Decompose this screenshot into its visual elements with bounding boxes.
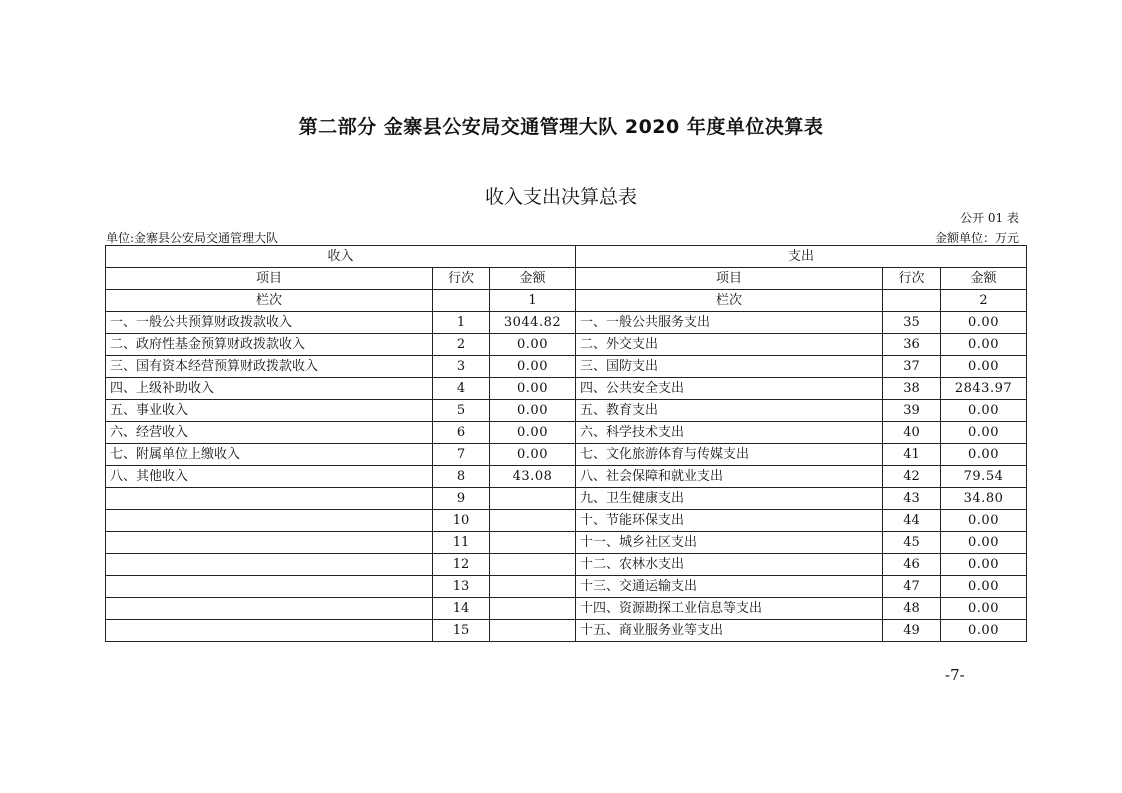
income-line-cell: 4	[433, 378, 490, 400]
expense-column-number: 2	[941, 290, 1027, 312]
expense-amount-cell: 0.00	[941, 312, 1027, 334]
table-row	[106, 378, 1027, 400]
income-amount-cell: 0.00	[490, 378, 576, 400]
income-amount-cell	[490, 532, 576, 554]
income-amount-cell	[490, 598, 576, 620]
income-line-header: 行次	[433, 268, 490, 290]
expense-item-cell: 六、科学技术支出	[576, 422, 883, 444]
income-item-cell: 四、上级补助收入	[106, 378, 433, 400]
expense-line-cell: 44	[883, 510, 941, 532]
expense-amount-cell: 34.80	[941, 488, 1027, 510]
income-item-cell	[106, 598, 433, 620]
income-amount-cell	[490, 510, 576, 532]
expense-item-header: 项目	[576, 268, 883, 290]
table-body	[106, 312, 1027, 642]
expense-line-cell: 42	[883, 466, 941, 488]
reporting-unit: 单位:金寨县公安局交通管理大队	[106, 231, 279, 245]
table-row	[106, 598, 1027, 620]
table-row	[106, 532, 1027, 554]
column-header-row	[106, 268, 1027, 290]
income-lanci-blank	[433, 290, 490, 312]
expense-line-cell: 47	[883, 576, 941, 598]
expense-lanci-label: 栏次	[576, 290, 883, 312]
income-amount-cell: 0.00	[490, 400, 576, 422]
income-item-cell	[106, 488, 433, 510]
table-row	[106, 312, 1027, 334]
expense-amount-cell: 0.00	[941, 510, 1027, 532]
income-amount-cell: 0.00	[490, 444, 576, 466]
expense-line-cell: 49	[883, 620, 941, 642]
income-item-cell: 五、事业收入	[106, 400, 433, 422]
expense-amount-cell: 0.00	[941, 576, 1027, 598]
income-line-cell: 14	[433, 598, 490, 620]
income-amount-cell	[490, 576, 576, 598]
amount-unit: 金额单位：万元	[934, 231, 1019, 245]
income-item-cell	[106, 532, 433, 554]
income-line-cell: 7	[433, 444, 490, 466]
income-amount-cell	[490, 620, 576, 642]
expense-amount-cell: 0.00	[941, 554, 1027, 576]
expense-item-cell: 五、教育支出	[576, 400, 883, 422]
expense-item-cell: 二、外交支出	[576, 334, 883, 356]
income-amount-cell	[490, 488, 576, 510]
expense-item-cell: 四、公共安全支出	[576, 378, 883, 400]
income-line-cell: 6	[433, 422, 490, 444]
expense-item-cell: 十一、城乡社区支出	[576, 532, 883, 554]
expense-line-header: 行次	[883, 268, 941, 290]
income-section-header: 收入	[106, 246, 576, 268]
expense-item-cell: 九、卫生健康支出	[576, 488, 883, 510]
income-line-cell: 3	[433, 356, 490, 378]
expense-line-cell: 41	[883, 444, 941, 466]
table-row	[106, 554, 1027, 576]
income-line-cell: 11	[433, 532, 490, 554]
expense-section-header: 支出	[576, 246, 1027, 268]
income-amount-cell: 0.00	[490, 334, 576, 356]
expense-amount-cell: 2843.97	[941, 378, 1027, 400]
expense-line-cell: 37	[883, 356, 941, 378]
income-line-cell: 9	[433, 488, 490, 510]
expense-item-cell: 十、节能环保支出	[576, 510, 883, 532]
form-code: 公开 01 表	[960, 211, 1019, 225]
table-row	[106, 488, 1027, 510]
table-row	[106, 400, 1027, 422]
income-item-cell: 一、一般公共预算财政拨款收入	[106, 312, 433, 334]
table-row	[106, 620, 1027, 642]
table-row	[106, 334, 1027, 356]
expense-line-cell: 45	[883, 532, 941, 554]
income-item-cell	[106, 620, 433, 642]
table-row	[106, 422, 1027, 444]
table-row	[106, 356, 1027, 378]
table-row	[106, 510, 1027, 532]
expense-amount-cell: 0.00	[941, 444, 1027, 466]
expense-amount-cell: 0.00	[941, 422, 1027, 444]
income-line-cell: 5	[433, 400, 490, 422]
income-amount-cell: 43.08	[490, 466, 576, 488]
expense-item-cell: 十二、农林水支出	[576, 554, 883, 576]
income-expense-table	[105, 245, 1027, 642]
income-item-cell: 六、经营收入	[106, 422, 433, 444]
expense-amount-cell: 0.00	[941, 356, 1027, 378]
income-line-cell: 1	[433, 312, 490, 334]
income-line-cell: 10	[433, 510, 490, 532]
income-line-cell: 12	[433, 554, 490, 576]
expense-item-cell: 七、文化旅游体育与传媒支出	[576, 444, 883, 466]
table-row	[106, 576, 1027, 598]
expense-line-cell: 43	[883, 488, 941, 510]
expense-line-cell: 35	[883, 312, 941, 334]
expense-line-cell: 46	[883, 554, 941, 576]
page-number: -7-	[945, 666, 965, 684]
expense-line-cell: 48	[883, 598, 941, 620]
expense-amount-cell: 0.00	[941, 400, 1027, 422]
expense-item-cell: 一、一般公共服务支出	[576, 312, 883, 334]
income-column-number: 1	[490, 290, 576, 312]
expense-item-cell: 十四、资源勘探工业信息等支出	[576, 598, 883, 620]
table-row	[106, 444, 1027, 466]
expense-item-cell: 十三、交通运输支出	[576, 576, 883, 598]
income-item-cell	[106, 554, 433, 576]
expense-amount-cell: 79.54	[941, 466, 1027, 488]
expense-amount-cell: 0.00	[941, 334, 1027, 356]
section-header-row	[106, 246, 1027, 268]
expense-lanci-blank	[883, 290, 941, 312]
expense-amount-header: 金额	[941, 268, 1027, 290]
expense-line-cell: 40	[883, 422, 941, 444]
income-amount-cell: 0.00	[490, 422, 576, 444]
expense-amount-cell: 0.00	[941, 532, 1027, 554]
page-title: 第二部分 金寨县公安局交通管理大队 2020 年度单位决算表	[298, 116, 824, 138]
expense-line-cell: 38	[883, 378, 941, 400]
income-amount-cell: 0.00	[490, 356, 576, 378]
income-amount-header: 金额	[490, 268, 576, 290]
expense-line-cell: 39	[883, 400, 941, 422]
income-item-cell	[106, 510, 433, 532]
expense-item-cell: 三、国防支出	[576, 356, 883, 378]
table-title: 收入支出决算总表	[484, 186, 637, 208]
expense-amount-cell: 0.00	[941, 620, 1027, 642]
income-item-cell: 二、政府性基金预算财政拨款收入	[106, 334, 433, 356]
expense-item-cell: 八、社会保障和就业支出	[576, 466, 883, 488]
column-number-row	[106, 290, 1027, 312]
table-row	[106, 466, 1027, 488]
income-line-cell: 15	[433, 620, 490, 642]
expense-item-cell: 十五、商业服务业等支出	[576, 620, 883, 642]
income-amount-cell: 3044.82	[490, 312, 576, 334]
income-item-cell: 七、附属单位上缴收入	[106, 444, 433, 466]
expense-amount-cell: 0.00	[941, 598, 1027, 620]
income-item-cell: 八、其他收入	[106, 466, 433, 488]
expense-line-cell: 36	[883, 334, 941, 356]
income-line-cell: 13	[433, 576, 490, 598]
income-item-cell: 三、国有资本经营预算财政拨款收入	[106, 356, 433, 378]
income-amount-cell	[490, 554, 576, 576]
income-item-cell	[106, 576, 433, 598]
income-line-cell: 2	[433, 334, 490, 356]
income-line-cell: 8	[433, 466, 490, 488]
income-item-header: 项目	[106, 268, 433, 290]
income-lanci-label: 栏次	[106, 290, 433, 312]
